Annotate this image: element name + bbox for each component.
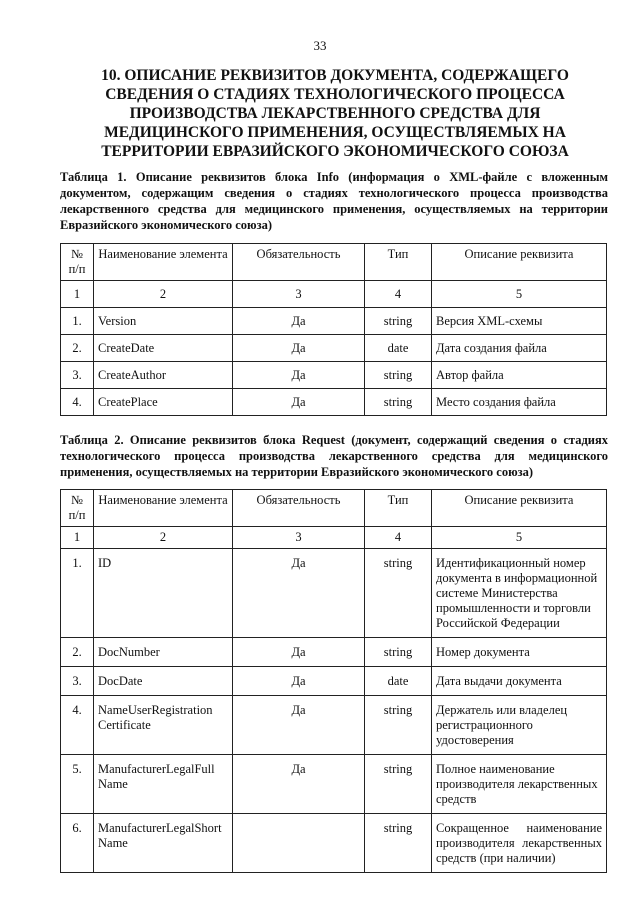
col-number: 2 [94, 527, 233, 549]
row-no: 1. [61, 549, 94, 638]
row-obligatory: Да [233, 335, 365, 362]
col-number: 4 [365, 281, 432, 308]
table2-caption: Таблица 2. Описание реквизитов блока Request (документ, содержащий сведения о стадиях технологического процесса производства лекарственного средства для медицинского применения, осуществляемых на территории Евразийского экономического союза) [60, 433, 608, 479]
row-obligatory: Да [233, 667, 365, 696]
table-row [61, 389, 607, 416]
row-obligatory: Да [233, 755, 365, 814]
row-name: CreateAuthor [94, 362, 233, 389]
row-no: 2. [61, 638, 94, 667]
table1-caption: Таблица 1. Описание реквизитов блока Info (информация о XML-файле с вложенным документом, содержащим сведения о стадиях технологического процесса производства лекарственного средства для медицинского применения, осуществляемых на территории Евразийского экономического союза) [60, 170, 608, 232]
table-row [61, 696, 607, 755]
row-description: Дата создания файла [432, 335, 607, 362]
row-type: string [365, 549, 432, 638]
col-number: 2 [94, 281, 233, 308]
table-row [61, 362, 607, 389]
table-row [61, 549, 607, 638]
col-number: 3 [233, 527, 365, 549]
row-name: DocNumber [94, 638, 233, 667]
row-obligatory: Да [233, 549, 365, 638]
row-no: 6. [61, 814, 94, 873]
row-obligatory: Да [233, 362, 365, 389]
row-name: ID [94, 549, 233, 638]
table-header-row [61, 490, 607, 527]
row-description: Держатель или владелец регистрационного удостоверения [432, 696, 607, 755]
row-type: string [365, 814, 432, 873]
row-name: Version [94, 308, 233, 335]
column-number-row [61, 527, 607, 549]
row-obligatory [233, 814, 365, 873]
table-row [61, 638, 607, 667]
row-type: string [365, 638, 432, 667]
row-no: 1. [61, 308, 94, 335]
section-heading: 10. ОПИСАНИЕ РЕКВИЗИТОВ ДОКУМЕНТА, СОДЕРЖАЩЕГО СВЕДЕНИЯ О СТАДИЯХ ТЕХНОЛОГИЧЕСКОГО ПРОЦЕССА ПРОИЗВОДСТВА ЛЕКАРСТВЕННОГО СРЕДСТВА ДЛЯ МЕДИЦИНСКОГО ПРИМЕНЕНИЯ, ОСУЩЕСТВЛЯЕМЫХ НА ТЕРРИТОРИИ ЕВРАЗИЙСКОГО ЭКОНОМИЧЕСКОГО СОЮЗА [101, 67, 569, 160]
row-description: Полное наименование производителя лекарственных средств [432, 755, 607, 814]
table-row [61, 335, 607, 362]
row-no: 4. [61, 696, 94, 755]
row-type: string [365, 389, 432, 416]
col-number: 1 [61, 281, 94, 308]
row-type: string [365, 696, 432, 755]
row-no: 3. [61, 667, 94, 696]
row-description: Номер документа [432, 638, 607, 667]
row-type: string [365, 362, 432, 389]
col-obligatory-header: Обязательность [233, 244, 365, 281]
row-name: NameUserRegistration Certificate [94, 696, 233, 755]
row-no: 5. [61, 755, 94, 814]
col-description-header: Описание реквизита [432, 244, 607, 281]
row-name: CreateDate [94, 335, 233, 362]
row-name: DocDate [94, 667, 233, 696]
col-name-header: Наименование элемента [94, 490, 233, 527]
row-type: date [365, 335, 432, 362]
row-obligatory: Да [233, 638, 365, 667]
column-number-row [61, 281, 607, 308]
table-row [61, 667, 607, 696]
row-no: 4. [61, 389, 94, 416]
table-row [61, 814, 607, 873]
col-description-header: Описание реквизита [432, 490, 607, 527]
table-row [61, 755, 607, 814]
row-description: Автор файла [432, 362, 607, 389]
table1 [60, 243, 607, 416]
col-number: 5 [432, 527, 607, 549]
table2 [60, 489, 607, 873]
row-description: Версия XML-схемы [432, 308, 607, 335]
row-name: CreatePlace [94, 389, 233, 416]
col-no-header: № п/п [61, 490, 94, 527]
row-obligatory: Да [233, 308, 365, 335]
col-no-header: № п/п [61, 244, 94, 281]
row-no: 2. [61, 335, 94, 362]
col-number: 4 [365, 527, 432, 549]
row-name: ManufacturerLegalShort Name [94, 814, 233, 873]
col-type-header: Тип [365, 244, 432, 281]
table-header-row [61, 244, 607, 281]
row-name: ManufacturerLegalFull Name [94, 755, 233, 814]
row-type: string [365, 308, 432, 335]
row-type: string [365, 755, 432, 814]
col-obligatory-header: Обязательность [233, 490, 365, 527]
row-obligatory: Да [233, 389, 365, 416]
col-type-header: Тип [365, 490, 432, 527]
table-row [61, 308, 607, 335]
row-description: Дата выдачи документа [432, 667, 607, 696]
col-number: 3 [233, 281, 365, 308]
row-obligatory: Да [233, 696, 365, 755]
col-number: 1 [61, 527, 94, 549]
row-description: Место создания файла [432, 389, 607, 416]
col-number: 5 [432, 281, 607, 308]
row-description: Сокращенное наименование производителя лекарственных средств (при наличии) [432, 814, 607, 873]
row-no: 3. [61, 362, 94, 389]
col-name-header: Наименование элемента [94, 244, 233, 281]
row-type: date [365, 667, 432, 696]
row-description: Идентификационный номер документа в информационной системе Министерства промышленности и торговли Российской Федерации [432, 549, 607, 638]
page-number: 33 [313, 38, 327, 53]
